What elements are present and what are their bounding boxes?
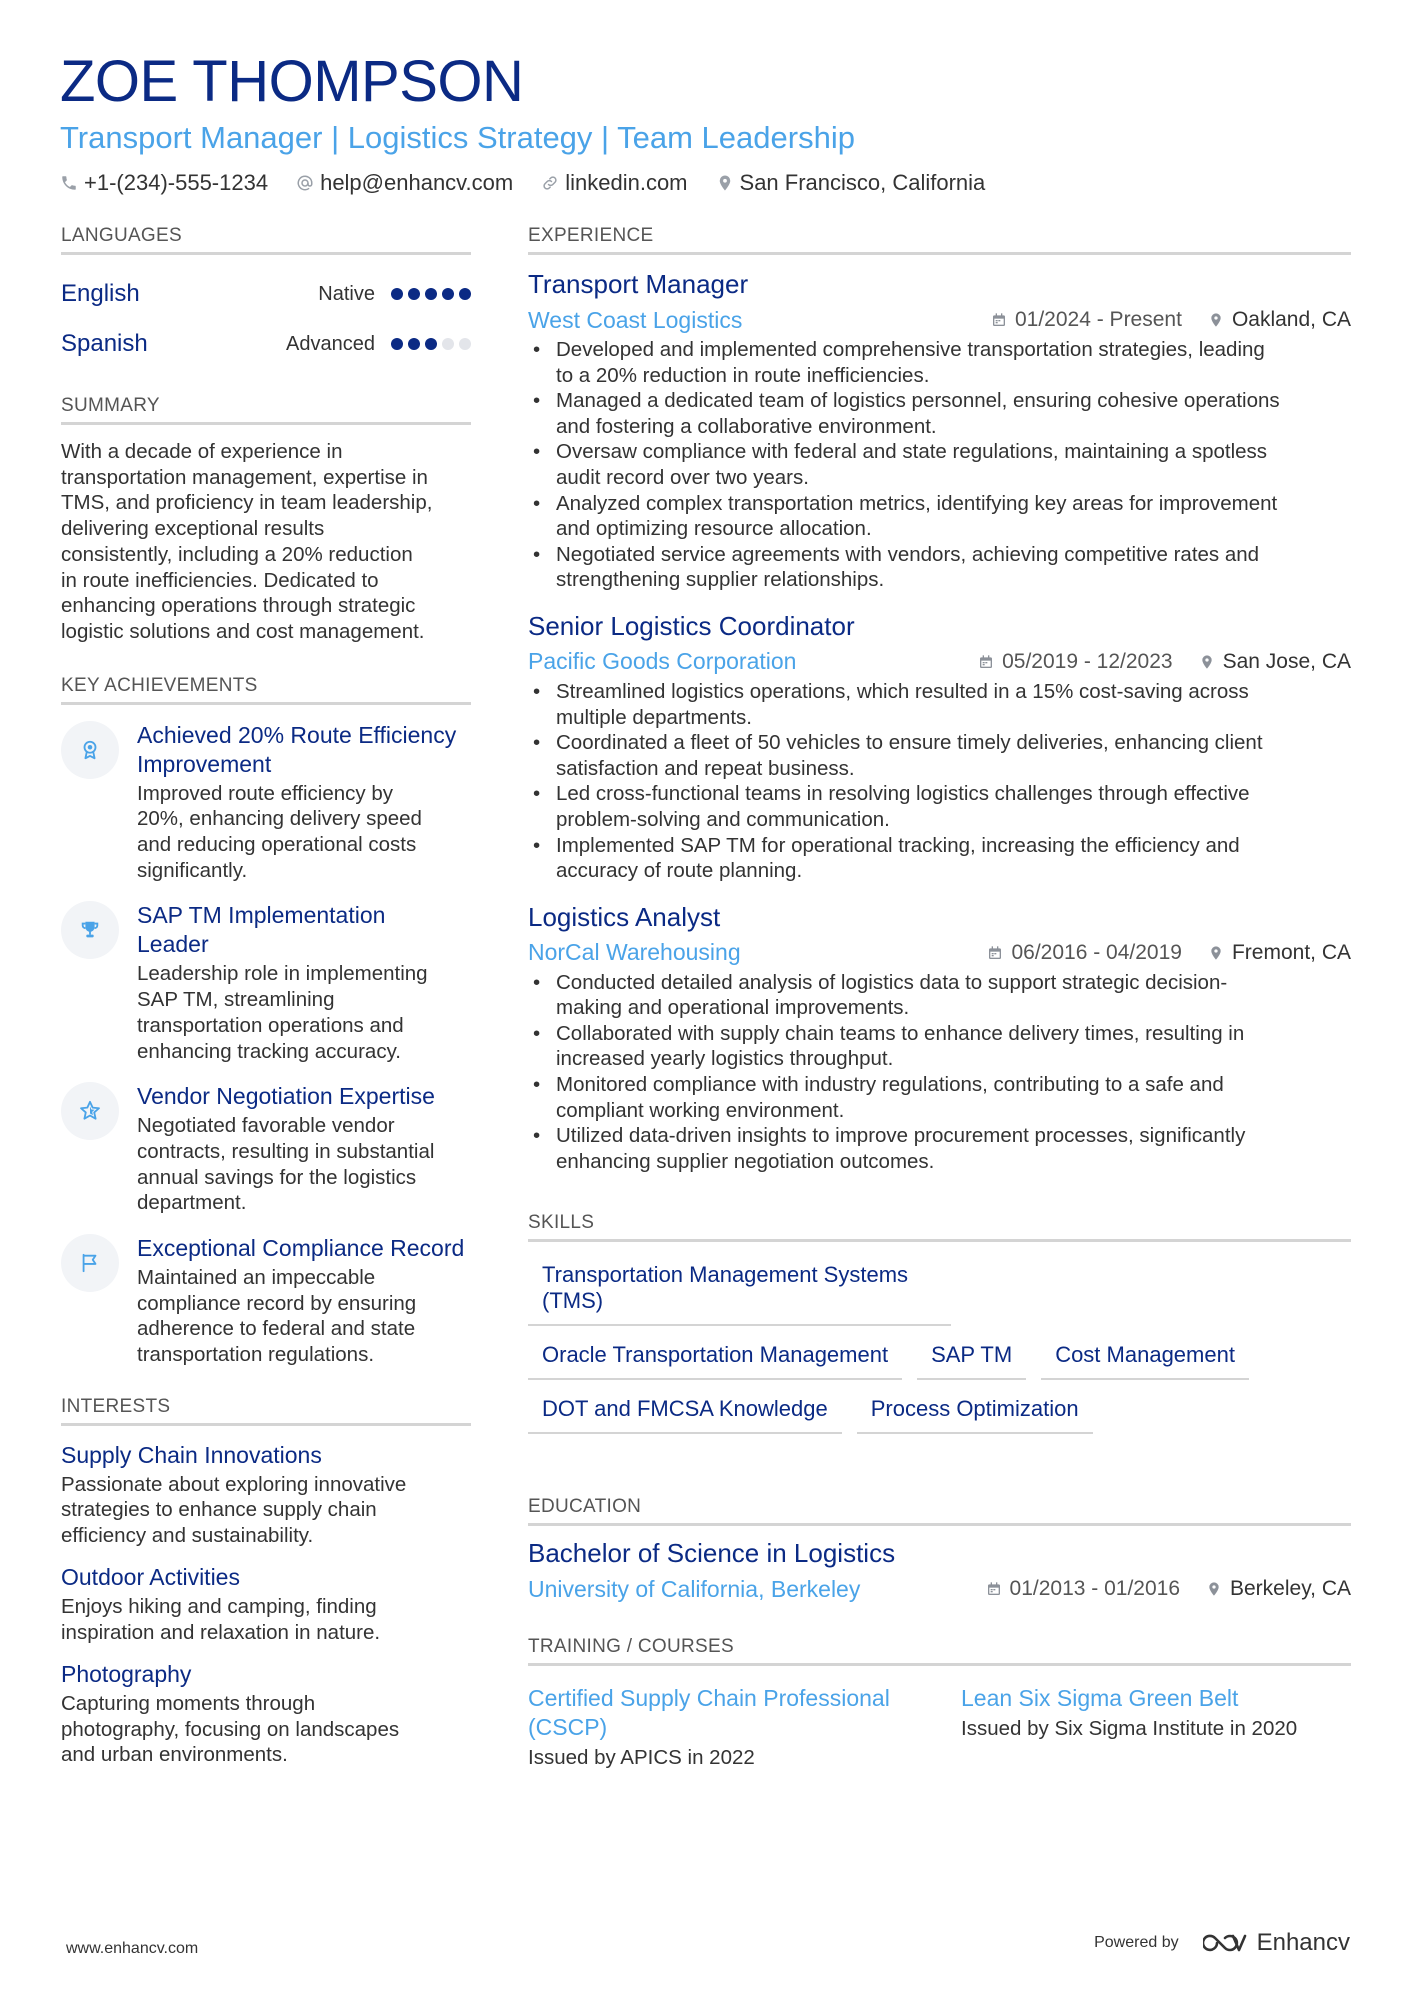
language-name: English xyxy=(61,280,140,307)
job-dates-text: 06/2016 - 04/2019 xyxy=(1011,940,1182,964)
job-dates-text: 05/2019 - 12/2023 xyxy=(1002,649,1173,673)
contact-email[interactable] xyxy=(296,170,513,196)
rating-dot-filled xyxy=(459,288,471,300)
contact-location-text: San Francisco, California xyxy=(739,170,986,195)
job-bullets xyxy=(528,337,1351,593)
contact-phone-text: +1-(234)-555-1234 xyxy=(84,170,269,195)
candidate-headline: Transport Manager | Logistics Strategy | Team Leadership xyxy=(60,120,855,155)
footer-website[interactable]: www.enhancv.com xyxy=(66,1940,199,1957)
job-dates xyxy=(978,650,1172,674)
contact-linkedin-text: linkedin.com xyxy=(565,170,688,195)
location-icon xyxy=(1199,654,1215,670)
achievement-title: Vendor Negotiation Expertise xyxy=(137,1083,435,1110)
flag-icon xyxy=(61,1234,119,1292)
skill-tag: Transportation Management Systems (TMS) xyxy=(528,1262,951,1326)
location-icon xyxy=(716,174,734,192)
skills-section xyxy=(528,1212,1351,1434)
achievement-description xyxy=(137,1113,435,1216)
interests-heading: INTERESTS xyxy=(61,1396,471,1426)
bullet-line: satisfaction and repeat business. xyxy=(556,756,855,780)
achievement-body xyxy=(137,1234,464,1368)
job-bullet xyxy=(556,337,1351,388)
summary-heading: SUMMARY xyxy=(61,395,471,425)
job-entry xyxy=(528,900,1351,1175)
job-bullet xyxy=(556,1072,1351,1123)
rating-dot-filled xyxy=(391,338,403,350)
calendar-icon xyxy=(986,1581,1002,1597)
skill-tag: Process Optimization xyxy=(857,1396,1093,1434)
interest-description xyxy=(61,1594,471,1645)
summary-line: logistic solutions and cost management. xyxy=(61,619,425,643)
achievement-desc-line: enhancing tracking accuracy. xyxy=(137,1039,401,1063)
star-icon xyxy=(61,1082,119,1140)
rating-dot-filled xyxy=(391,288,403,300)
job-dates-text: 01/2024 - Present xyxy=(1014,308,1182,331)
left-column xyxy=(61,225,471,1782)
achievement-desc-line: and reducing operational costs xyxy=(137,833,417,857)
achievement-description xyxy=(137,961,428,1064)
skill-tag: Oracle Transportation Management xyxy=(528,1342,902,1380)
achievement-desc-line: Leadership role in implementing xyxy=(137,962,428,986)
achievement-title-line: Improvement xyxy=(137,750,272,777)
interest-title: Supply Chain Innovations xyxy=(61,1441,322,1468)
language-level: Advanced xyxy=(286,332,375,355)
job-location xyxy=(1208,941,1351,965)
link-icon xyxy=(541,174,559,192)
achievement-item xyxy=(61,1234,471,1368)
summary-text xyxy=(61,439,471,645)
job-company: West Coast Logistics xyxy=(528,306,743,333)
achievement-desc-line: SAP TM, streamlining xyxy=(137,988,335,1012)
at-icon xyxy=(296,174,314,192)
bullet-line: increased yearly logistics throughput. xyxy=(556,1047,894,1071)
job-bullets xyxy=(528,679,1351,884)
skill-tag: Cost Management xyxy=(1041,1342,1249,1380)
bullet-line: Led cross-functional teams in resolving logistics challenges through effective xyxy=(556,782,1250,806)
courses-list xyxy=(528,1684,1351,1771)
summary-line: consistently, including a 20% reduction xyxy=(61,542,413,566)
interest-desc-line: Passionate about exploring innovative xyxy=(61,1472,407,1496)
skill-tag: DOT and FMCSA Knowledge xyxy=(528,1396,842,1434)
calendar-icon xyxy=(991,312,1007,328)
course-title xyxy=(528,1684,913,1742)
achievement-desc-line: significantly. xyxy=(137,858,248,882)
interest-title: Photography xyxy=(61,1661,192,1688)
interest-item xyxy=(61,1659,471,1768)
interest-item xyxy=(61,1440,471,1549)
bullet-line: Coordinated a fleet of 50 vehicles to ensure timely deliveries, enhancing client xyxy=(556,731,1263,755)
achievement-desc-line: transportation regulations. xyxy=(137,1343,375,1367)
bullet-line: enhancing supplier negotiation outcomes. xyxy=(556,1149,935,1173)
achievement-title-line: SAP TM Implementation xyxy=(137,902,386,929)
job-location-text: San Jose, CA xyxy=(1222,649,1351,673)
interest-desc-line: strategies to enhance supply chain xyxy=(61,1498,377,1522)
achievement-item xyxy=(61,1082,471,1216)
course-issuer: Issued by APICS in 2022 xyxy=(528,1746,755,1770)
enhancv-logo-icon xyxy=(1203,1931,1249,1955)
achievement-title xyxy=(137,901,428,959)
interests-section xyxy=(61,1396,471,1768)
job-meta xyxy=(528,645,1351,679)
education-location-text: Berkeley, CA xyxy=(1230,1577,1351,1601)
achievement-desc-line: 20%, enhancing delivery speed xyxy=(137,807,422,831)
bullet-line: multiple departments. xyxy=(556,705,752,729)
rating-dot-filled xyxy=(425,288,437,300)
achievement-body xyxy=(137,1082,435,1216)
languages-heading: LANGUAGES xyxy=(61,225,471,255)
location-icon xyxy=(1208,312,1224,328)
summary-line: delivering exceptional results xyxy=(61,517,325,541)
interest-desc-line: inspiration and relaxation in nature. xyxy=(61,1620,381,1644)
job-entry xyxy=(528,609,1351,884)
interest-title: Outdoor Activities xyxy=(61,1564,240,1591)
education-heading: EDUCATION xyxy=(528,1496,1351,1526)
enhancv-logo[interactable] xyxy=(1203,1929,1350,1957)
achievement-title xyxy=(137,721,456,779)
summary-line: transportation management, expertise in xyxy=(61,465,428,489)
bullet-line: compliant working environment. xyxy=(556,1098,845,1122)
skill-tag: SAP TM xyxy=(917,1342,1026,1380)
bullet-line: Oversaw compliance with federal and state regulations, maintaining a spotless xyxy=(556,440,1268,464)
location-icon xyxy=(1208,945,1224,961)
course-item xyxy=(961,1684,1346,1771)
course-title: Lean Six Sigma Green Belt xyxy=(961,1685,1239,1712)
job-title: Senior Logistics Coordinator xyxy=(528,610,855,641)
interest-desc-line: Capturing moments through xyxy=(61,1692,316,1716)
bullet-line: Conducted detailed analysis of logistics data to support strategic decision- xyxy=(556,970,1228,994)
footer-branding xyxy=(1094,1929,1350,1957)
job-location-text: Oakland, CA xyxy=(1231,308,1351,331)
interest-desc-line: efficiency and sustainability. xyxy=(61,1523,314,1547)
achievement-desc-line: adherence to federal and state xyxy=(137,1317,416,1341)
interest-description xyxy=(61,1691,471,1768)
contact-phone xyxy=(60,170,268,196)
bullet-line: Analyzed complex transportation metrics, identifying key areas for improvement xyxy=(556,491,1278,515)
education-meta xyxy=(528,1572,1351,1606)
rating-dot-filled xyxy=(442,288,454,300)
rating-dot-empty xyxy=(459,338,471,350)
job-bullet xyxy=(556,730,1351,781)
bullet-line: problem-solving and communication. xyxy=(556,807,890,831)
summary-line: enhancing operations through strategic xyxy=(61,594,416,618)
achievement-title: Exceptional Compliance Record xyxy=(137,1235,465,1262)
job-company: NorCal Warehousing xyxy=(528,939,741,966)
job-meta xyxy=(528,936,1351,970)
language-level: Native xyxy=(318,282,375,305)
job-bullet xyxy=(556,439,1351,490)
location-icon xyxy=(1206,1581,1222,1597)
calendar-icon xyxy=(987,945,1003,961)
bullet-line: Developed and implemented comprehensive transportation strategies, leading xyxy=(556,338,1265,361)
achievement-desc-line: Maintained an impeccable xyxy=(137,1266,376,1290)
job-meta xyxy=(528,303,1351,337)
language-rating xyxy=(391,288,471,300)
bullet-line: strengthening supplier relationships. xyxy=(556,568,885,592)
achievement-body xyxy=(137,721,456,884)
degree-title: Bachelor of Science in Logistics xyxy=(528,1538,896,1569)
language-rating xyxy=(391,338,471,350)
course-title-line: (CSCP) xyxy=(528,1714,608,1741)
experience-section xyxy=(528,225,1351,1174)
achievements-section xyxy=(61,675,471,1368)
job-dates xyxy=(991,308,1182,332)
achievement-title-line: Leader xyxy=(137,931,209,958)
calendar-icon xyxy=(978,654,994,670)
achievement-desc-line: Negotiated favorable vendor xyxy=(137,1114,395,1138)
achievement-desc-line: contracts, resulting in substantial xyxy=(137,1139,435,1163)
rating-dot-filled xyxy=(425,338,437,350)
achievement-desc-line: compliance record by ensuring xyxy=(137,1291,417,1315)
job-location xyxy=(1199,650,1351,674)
education-dates-text: 01/2013 - 01/2016 xyxy=(1009,1577,1180,1601)
bullet-line: Utilized data-driven insights to improve procurement processes, significantly xyxy=(556,1124,1246,1148)
contact-bar xyxy=(60,170,1360,196)
bullet-line: and fostering a collaborative environment. xyxy=(556,414,937,438)
interest-desc-line: Enjoys hiking and camping, finding xyxy=(61,1595,377,1619)
bullet-line: to a 20% reduction in route inefficiencies. xyxy=(556,363,930,387)
job-bullet xyxy=(556,388,1351,439)
bullet-line: Implemented SAP TM for operational tracking, increasing the efficiency and xyxy=(556,833,1240,857)
bullet-line: and optimizing resource allocation. xyxy=(556,517,872,541)
bullet-line: Managed a dedicated team of logistics personnel, ensuring cohesive operations xyxy=(556,389,1280,413)
summary-line: TMS, and proficiency in team leadership, xyxy=(61,491,433,515)
interest-desc-line: and urban environments. xyxy=(61,1743,288,1767)
bullet-line: accuracy of route planning. xyxy=(556,859,803,883)
education-dates xyxy=(986,1577,1180,1601)
course-issuer: Issued by Six Sigma Institute in 2020 xyxy=(961,1717,1298,1741)
achievement-body xyxy=(137,901,428,1064)
achievement-desc-line: department. xyxy=(137,1191,247,1215)
training-heading: TRAINING / COURSES xyxy=(528,1636,1351,1666)
skills-heading: SKILLS xyxy=(528,1212,1351,1242)
bullet-line: audit record over two years. xyxy=(556,465,809,489)
rating-dot-filled xyxy=(408,338,420,350)
job-bullet xyxy=(556,1021,1351,1072)
resume-header xyxy=(60,48,1360,196)
contact-location xyxy=(716,170,986,196)
bullet-line: Streamlined logistics operations, which resulted in a 15% cost-saving across xyxy=(556,679,1249,703)
job-dates xyxy=(987,941,1181,965)
job-location xyxy=(1208,308,1351,332)
course-item xyxy=(528,1684,913,1771)
achievement-title-line: Achieved 20% Route Efficiency xyxy=(137,721,457,748)
experience-heading: EXPERIENCE xyxy=(528,225,1351,255)
achievement-description xyxy=(137,781,456,884)
job-bullet xyxy=(556,491,1351,542)
job-company: Pacific Goods Corporation xyxy=(528,648,797,675)
job-entry xyxy=(528,267,1351,593)
contact-email-text: help@enhancv.com xyxy=(320,170,514,195)
achievement-item xyxy=(61,901,471,1064)
candidate-name: ZOE THOMPSON xyxy=(60,49,524,114)
school-name: University of California, Berkeley xyxy=(528,1575,861,1602)
job-bullet xyxy=(556,542,1351,593)
rating-dot-filled xyxy=(408,288,420,300)
achievement-item xyxy=(61,721,471,884)
language-name: Spanish xyxy=(61,330,148,357)
phone-icon xyxy=(60,174,78,192)
job-bullet xyxy=(556,833,1351,884)
contact-linkedin[interactable] xyxy=(541,170,687,196)
achievements-heading: KEY ACHIEVEMENTS xyxy=(61,675,471,705)
job-bullet xyxy=(556,1123,1351,1174)
skills-list xyxy=(528,1262,1351,1434)
medal-icon xyxy=(61,721,119,779)
job-title: Logistics Analyst xyxy=(528,901,721,932)
bullet-line: Negotiated service agreements with vendors, achieving competitive rates and xyxy=(556,542,1260,566)
languages-section xyxy=(61,225,471,369)
brand-name: Enhancv xyxy=(1256,1929,1350,1956)
summary-section xyxy=(61,395,471,645)
interest-item xyxy=(61,1562,471,1645)
right-column xyxy=(528,225,1351,1771)
achievement-desc-line: annual savings for the logistics xyxy=(137,1165,417,1189)
powered-by-label: Powered by xyxy=(1094,1934,1179,1951)
job-bullet xyxy=(556,679,1351,730)
achievement-desc-line: transportation operations and xyxy=(137,1013,404,1037)
job-bullets xyxy=(528,970,1351,1175)
summary-line: With a decade of experience in xyxy=(61,440,343,463)
bullet-line: Monitored compliance with industry regulations, contributing to a safe and xyxy=(556,1073,1224,1097)
language-item xyxy=(61,319,471,369)
trophy-icon xyxy=(61,901,119,959)
job-location-text: Fremont, CA xyxy=(1231,940,1351,964)
job-bullet xyxy=(556,781,1351,832)
achievement-desc-line: Improved route efficiency by xyxy=(137,781,393,805)
job-title: Transport Manager xyxy=(528,269,749,299)
education-location xyxy=(1206,1577,1351,1601)
interest-description xyxy=(61,1472,471,1549)
language-item xyxy=(61,269,471,319)
education-section xyxy=(528,1496,1351,1606)
job-bullet xyxy=(556,970,1351,1021)
bullet-line: Collaborated with supply chain teams to enhance delivery times, resulting in xyxy=(556,1021,1245,1045)
interest-desc-line: photography, focusing on landscapes xyxy=(61,1717,400,1741)
training-section xyxy=(528,1636,1351,1771)
course-title-line: Certified Supply Chain Professional xyxy=(528,1685,890,1712)
bullet-line: making and operational improvements. xyxy=(556,996,910,1020)
summary-line: in route inefficiencies. Dedicated to xyxy=(61,568,379,592)
achievement-description xyxy=(137,1265,464,1368)
rating-dot-empty xyxy=(442,338,454,350)
